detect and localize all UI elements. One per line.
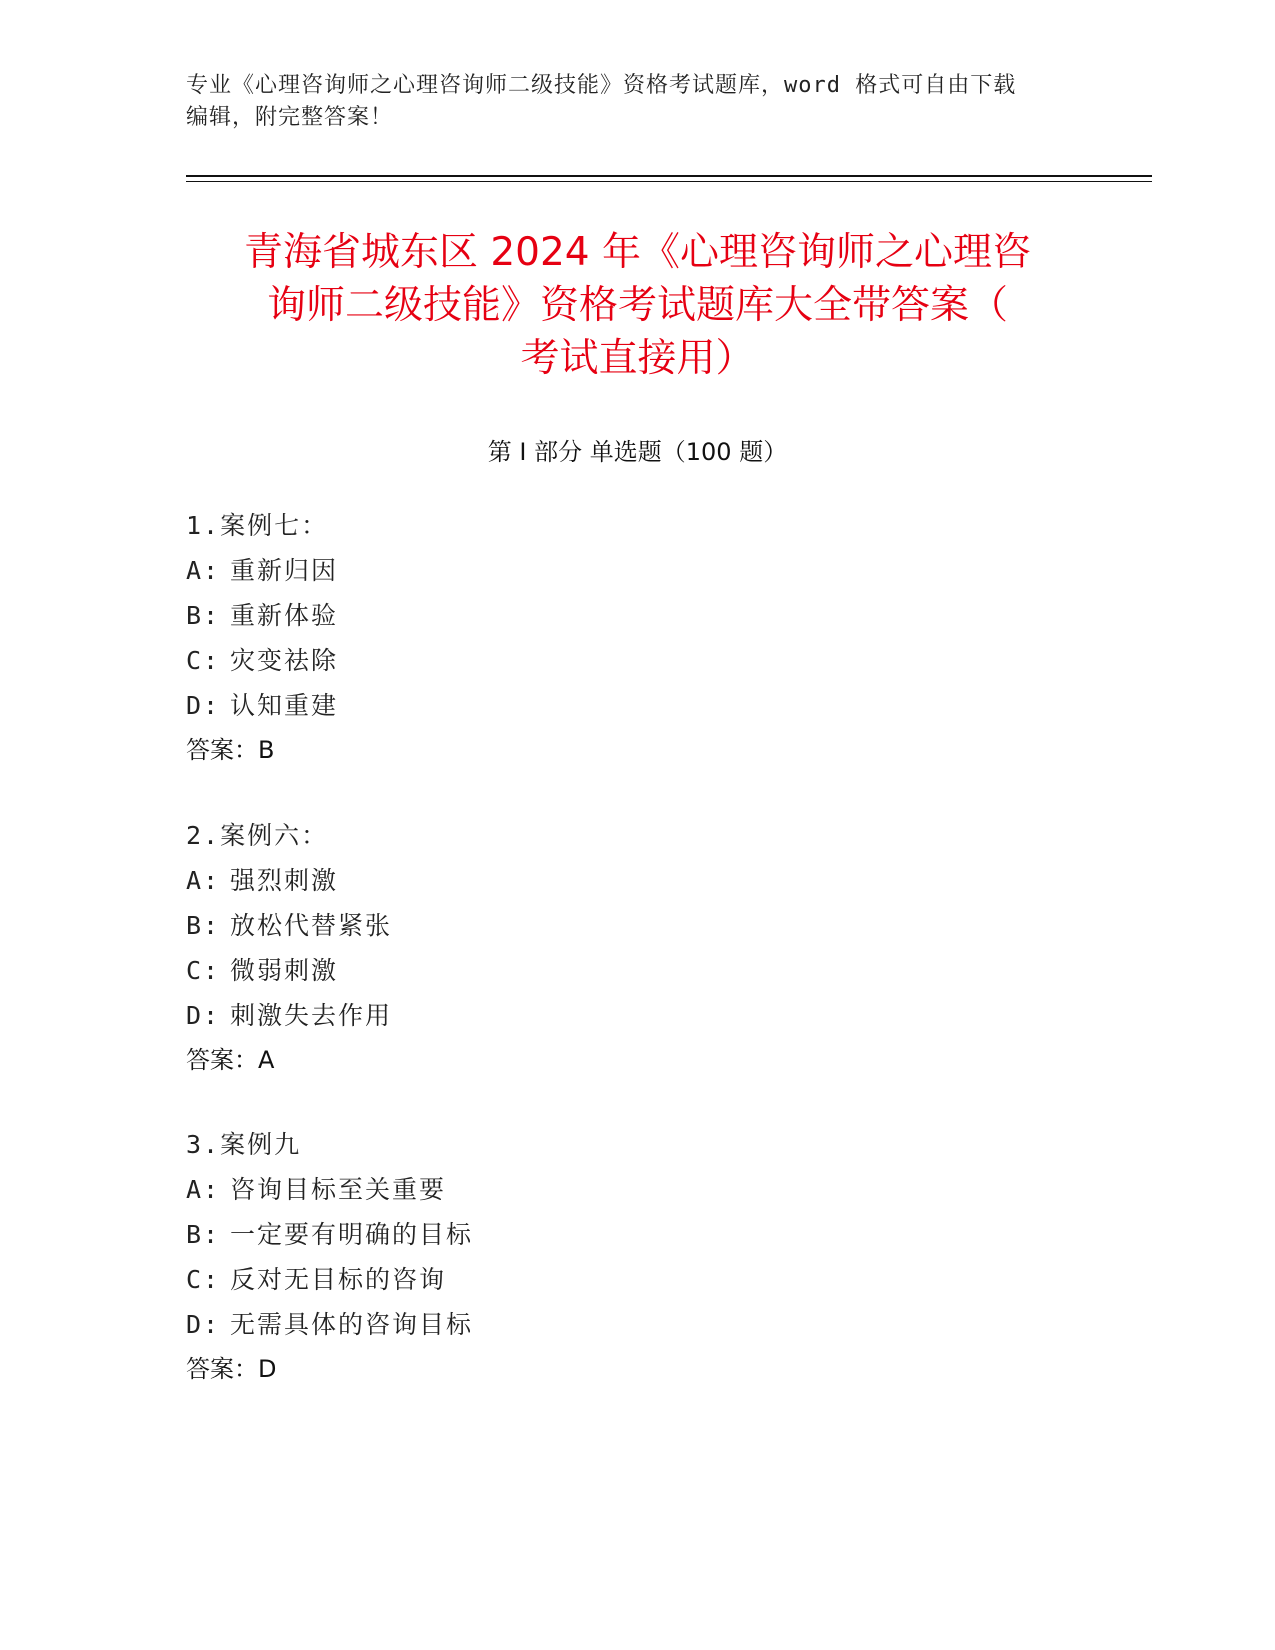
option-a	[186, 1167, 986, 1212]
option-text: 一定要有明确的目标	[230, 1220, 474, 1249]
option-letter: A:	[186, 866, 221, 895]
option-letter: A:	[186, 1175, 221, 1204]
option-letter: C:	[186, 646, 221, 675]
section-heading: 第 I 部分 单选题（100 题）	[487, 438, 788, 466]
option-b	[186, 903, 986, 948]
answer-line: 答案：B	[186, 736, 275, 764]
option-letter: D:	[186, 1310, 221, 1339]
question-3	[186, 1122, 986, 1392]
option-d	[186, 683, 986, 728]
option-text: 灾变祛除	[230, 646, 339, 675]
option-text: 反对无目标的咨询	[230, 1265, 447, 1294]
header-note-line-1: 专业《心理咨询师之心理咨询师二级技能》资格考试题库，word 格式可自由下载	[186, 73, 1017, 98]
document-title-line-2: 询师二级技能》资格考试题库大全带答案（	[266, 283, 1008, 328]
question-stem: 1.案例七：	[186, 511, 329, 540]
option-text: 无需具体的咨询目标	[230, 1310, 474, 1339]
document-title	[180, 226, 1095, 385]
document-title-line-3: 考试直接用）	[520, 336, 755, 381]
header-note-line-2: 编辑，附完整答案！	[186, 105, 394, 130]
option-c	[186, 1257, 986, 1302]
question-2	[186, 813, 986, 1083]
option-text: 咨询目标至关重要	[230, 1175, 447, 1204]
option-text: 微弱刺激	[230, 956, 339, 985]
option-letter: B:	[186, 601, 221, 630]
option-letter: C:	[186, 1265, 221, 1294]
question-stem: 2.案例六：	[186, 821, 329, 850]
option-letter: B:	[186, 911, 221, 940]
option-letter: D:	[186, 1001, 221, 1030]
option-b	[186, 1212, 986, 1257]
option-letter: D:	[186, 691, 221, 720]
question-1	[186, 503, 986, 773]
header-divider-thick	[186, 175, 1152, 177]
option-b	[186, 593, 986, 638]
option-text: 认知重建	[230, 691, 339, 720]
header-divider-thin	[186, 181, 1152, 182]
option-a	[186, 548, 986, 593]
option-letter: C:	[186, 956, 221, 985]
document-title-line-1: 青海省城东区 2024 年《心理咨询师之心理咨	[243, 230, 1032, 275]
header-note	[186, 70, 1076, 134]
option-c	[186, 638, 986, 683]
option-text: 重新归因	[230, 556, 339, 585]
option-letter: A:	[186, 556, 221, 585]
answer-line: 答案：D	[186, 1355, 277, 1383]
answer-line: 答案：A	[186, 1046, 275, 1074]
option-text: 强烈刺激	[230, 866, 339, 895]
option-c	[186, 948, 986, 993]
option-d	[186, 1302, 986, 1347]
option-letter: B:	[186, 1220, 221, 1249]
question-stem: 3.案例九	[186, 1130, 302, 1159]
option-text: 刺激失去作用	[230, 1001, 393, 1030]
option-text: 重新体验	[230, 601, 339, 630]
option-text: 放松代替紧张	[230, 911, 393, 940]
option-d	[186, 993, 986, 1038]
option-a	[186, 858, 986, 903]
